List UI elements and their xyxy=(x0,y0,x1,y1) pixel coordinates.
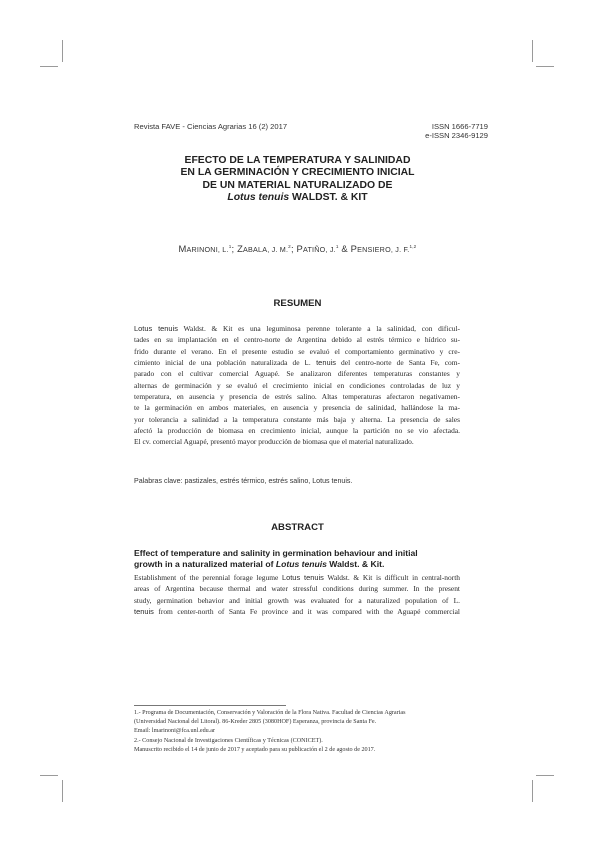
author-affiliation: 1 xyxy=(228,244,232,249)
text-run: alternas de germinación y se evaluó el crecimiento inicial en condiciones controladas de luz y xyxy=(134,380,460,390)
text-line xyxy=(134,414,460,425)
issn: ISSN 1666-7719 xyxy=(431,122,488,131)
author-affiliation: 1 xyxy=(335,244,339,249)
journal-citation: Revista FAVE - Ciencias Agrarias 16 (2) 2017 xyxy=(134,122,288,131)
author xyxy=(237,243,291,254)
text-run: parado con el cultivar comercial Aguapé. Se analizaron diferentes temperaturas constantes y xyxy=(134,369,460,379)
text-line xyxy=(134,402,460,413)
abstract-title-line: Effect of temperature and salinity in germination behaviour and initial xyxy=(134,548,418,558)
species-name: tenuis xyxy=(134,607,154,617)
abstract-species-name: Lotus tenuis xyxy=(275,558,327,569)
author-initial: P xyxy=(350,243,358,254)
author-initial: Z xyxy=(237,243,244,254)
author-affiliation: 2 xyxy=(288,244,291,249)
crop-mark xyxy=(62,780,63,802)
abstract-title xyxy=(134,548,460,569)
text-run: from center-north of Santa Fe province and it was compared with the Aguapé commercial xyxy=(153,607,460,617)
title-line: DE UN MATERIAL NATURALIZADO DE xyxy=(202,179,393,191)
author-initial: P xyxy=(296,243,303,254)
footnote-line: (Universidad Nacional del Litoral). 86-Kreder 2805 (3080HOF) Esperanza, provincia de Santa Fe. xyxy=(134,719,377,726)
species-name: Lotus tenuis xyxy=(281,573,324,582)
abstract-title-line xyxy=(134,559,460,570)
species-name: Lotus tenuis xyxy=(227,192,290,204)
resumen-body xyxy=(134,323,460,448)
text-run: Waldst. & Kit is difficult in central-north xyxy=(323,573,460,582)
author-surname: ENSIERO xyxy=(357,245,391,254)
footnote-line: Manuscrito recibido el 14 de junio de 2017 y aceptado para su publicación el 2 de agosto de 2017. xyxy=(134,746,376,753)
author-initial: M xyxy=(178,243,187,254)
crop-mark xyxy=(532,40,533,62)
text-line xyxy=(134,425,460,436)
author xyxy=(297,243,339,254)
author-given: , J. F. xyxy=(390,245,410,254)
footnote-line: 2.- Consejo Nacional de Investigaciones Científicas y Técnicas (CONICET). xyxy=(134,737,323,744)
title-line xyxy=(130,192,465,204)
text-run: study, germination behavior and initial growth was evaluated for a naturalized population of L. xyxy=(134,595,460,605)
text-line xyxy=(134,606,460,617)
author-surname: ARINONI xyxy=(186,245,218,254)
abstract-heading: ABSTRACT xyxy=(271,522,324,533)
crop-mark xyxy=(40,66,58,67)
author-separator: & xyxy=(338,243,351,254)
text-line xyxy=(134,583,460,594)
author-given: , J. M. xyxy=(267,245,289,254)
text-line xyxy=(134,595,460,606)
text-run: yor tolerancia a salinidad a la temperatura constante más baja y alterna. La presencia de sales xyxy=(134,414,460,424)
footnote-line: Email: lmarinoni@fca.unl.edu.ar xyxy=(134,728,216,735)
text-run: temperatura, en ausencia y presencia de estrés salino. Altas temperaturas afectaron negativamen- xyxy=(134,392,460,402)
abstract-title-text: growth in a naturalized material of xyxy=(134,558,276,569)
text-run: afectó la producción de biomasa en crecimiento inicial, aunque la partición no se vio afectada. xyxy=(134,426,460,436)
text-run: tades en su implantación en el centro-norte de Argentina debido al estrés térmico e hídrico su- xyxy=(134,335,460,345)
text-run: El cv. comercial Aguapé, presentó mayor producción de biomasa que el material naturalizado. xyxy=(134,437,414,447)
eissn: e-ISSN 2346-9129 xyxy=(425,131,488,141)
text-line xyxy=(134,391,460,402)
article-title xyxy=(130,155,465,205)
author-given: , L. xyxy=(217,245,229,254)
journal-header xyxy=(134,122,287,131)
crop-mark xyxy=(62,40,63,62)
title-line: EFECTO DE LA TEMPERATURA Y SALINIDAD xyxy=(184,155,411,166)
author-list xyxy=(0,243,595,254)
footnotes xyxy=(134,709,464,755)
text-line xyxy=(134,436,460,447)
species-authority: WALDST. & KIT xyxy=(289,192,368,204)
footnote-line: 1.- Programa de Documentación, Conservación y Valoración de la Flora Nativa. Facultad de Ciencias Agrarias xyxy=(134,710,406,716)
text-line xyxy=(134,380,460,391)
text-run: areas of Argentina because thermal and water stressful conditions during summer. In the present xyxy=(134,584,460,594)
abstract-body xyxy=(134,572,460,617)
author xyxy=(179,243,232,254)
text-run: Waldst. & Kit es una leguminosa perenne tolerante a la salinidad, con dificul- xyxy=(177,324,461,333)
text-run: frido durante el verano. En el presente estudio se evaluó el comportamiento germinativo y cre- xyxy=(134,346,460,356)
text-line xyxy=(134,323,460,334)
author-surname: ABALA xyxy=(243,245,268,254)
crop-mark xyxy=(40,775,58,776)
text-line xyxy=(134,368,460,379)
crop-mark xyxy=(536,775,554,776)
text-line xyxy=(134,572,460,583)
crop-mark xyxy=(536,66,554,67)
author-surname: ATIÑO xyxy=(303,245,326,254)
text-run: del centro-norte de Santa Fe, com- xyxy=(335,358,460,368)
author-affiliation: 1,2 xyxy=(409,244,417,249)
author-given: , J. xyxy=(325,245,336,254)
resumen-heading: RESUMEN xyxy=(273,298,322,309)
species-name: Lotus tenuis xyxy=(134,324,178,333)
text-run: te la germinación en ambos materiales, en ausencia y presencia de salinidad, hallándose la ma- xyxy=(134,403,460,413)
author xyxy=(351,243,417,254)
keywords: Palabras clave: pastizales, estrés térmico, estrés salino, Lotus tenuis. xyxy=(134,477,353,485)
text-line xyxy=(134,346,460,357)
text-run: Establishment of the perennial forage legume xyxy=(134,573,282,582)
footnote-rule xyxy=(134,705,286,706)
title-line: EN LA GERMINACIÓN Y CRECIMIENTO INICIAL xyxy=(180,167,415,179)
author-separator: ; xyxy=(231,243,238,254)
text-run: cimiento inicial de una población naturalizada de xyxy=(134,358,305,368)
issn-block xyxy=(425,122,488,141)
author-separator: ; xyxy=(290,243,297,254)
species-name: L. tenuis xyxy=(304,358,336,368)
crop-mark xyxy=(532,780,533,802)
text-line xyxy=(134,334,460,345)
text-line xyxy=(134,357,460,368)
abstract-title-text: Waldst. & Kit. xyxy=(326,558,385,569)
